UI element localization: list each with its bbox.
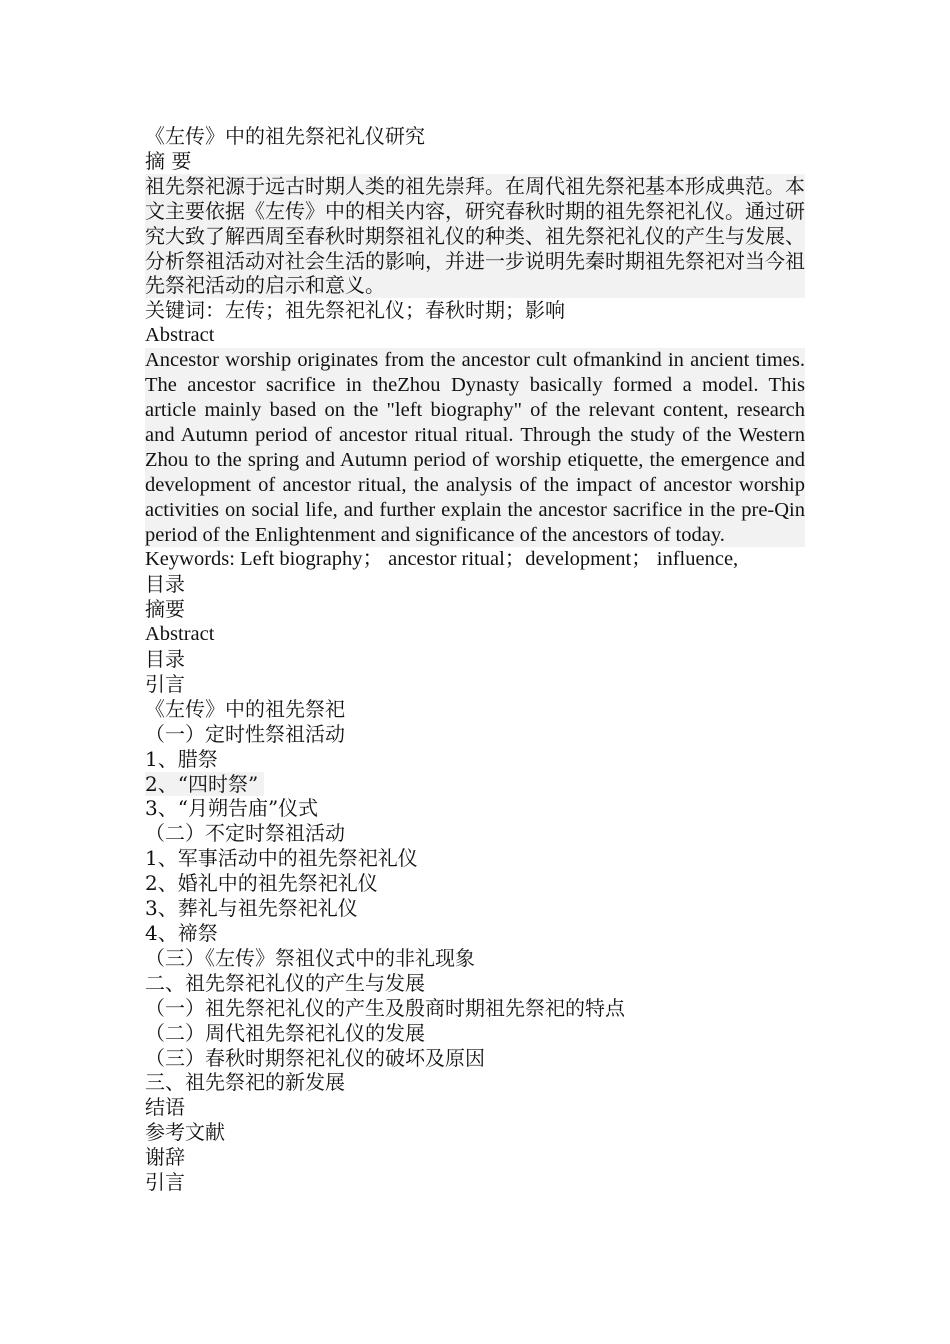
- toc-item: 3、“月朔告庙”仪式: [145, 796, 319, 821]
- toc-item: 《左传》中的祖先祭祀: [145, 696, 345, 721]
- toc-item: Abstract: [145, 623, 215, 646]
- document-title: 《左传》中的祖先祭祀礼仪研究: [145, 124, 425, 148]
- abstract-en-body: Ancestor worship originates from the ancestor cult ofmankind in ancient times. The ancestor sacrifice in theZhou Dynasty basically formed a model. This article mainly based on the "left biography" of the relevant content, research and Autumn period of ancestor ritual ritual. Through the study of the Western Zhou to the spring and Autumn period of worship etiquette, the emergence and development of ancestor ritual, the analysis of the impact of ancestor worship activities on social life, and further explain the ancestor sacrifice in the pre-Qin period of the Enlightenment and significance of the ancestors of today.: [145, 349, 805, 546]
- toc-item: 摘要: [145, 597, 185, 622]
- toc-item: （一）祖先祭祀礼仪的产生及殷商时期祖先祭祀的特点: [145, 995, 625, 1020]
- toc-item: 三、祖先祭祀的新发展: [145, 1070, 345, 1095]
- toc-item: （一）定时性祭祖活动: [145, 721, 345, 746]
- toc-item: （三）春秋时期祭祀礼仪的破坏及原因: [145, 1045, 485, 1070]
- toc-item: 二、祖先祭祀礼仪的产生与发展: [145, 970, 425, 995]
- toc-item: 1、腊祭: [145, 746, 218, 771]
- toc-item: 1、军事活动中的祖先祭祀礼仪: [145, 846, 418, 871]
- toc-item: （三）《左传》祭祖仪式中的非礼现象: [145, 945, 475, 970]
- document-page: [145, 124, 805, 1195]
- toc-item: 引言: [145, 1170, 185, 1195]
- toc-item: 目录: [145, 572, 185, 597]
- abstract-cn-body: 祖先祭祀源于远古时期人类的祖先崇拜。在周代祖先祭祀基本形成典范。本文主要依据《左传》中的相关内容，研究春秋时期的祖先祭祀礼仪。通过研究大致了解西周至春秋时期祭祖礼仪的种类、祖先祭祀礼仪的产生与发展、分析祭祖活动对社会生活的影响，并进一步说明先秦时期祖先祭祀对当今祖先祭祀活动的启示和意义。: [145, 173, 805, 298]
- toc-item-text: 2、“四时祭”: [145, 772, 264, 796]
- toc-item: 4、禘祭: [145, 921, 218, 945]
- toc-item: 2、婚礼中的祖先祭祀礼仪: [145, 871, 378, 896]
- toc-item: （二）周代祖先祭祀礼仪的发展: [145, 1020, 425, 1045]
- abstract-cn-heading: 摘 要: [145, 148, 192, 173]
- toc-item: 引言: [145, 671, 185, 696]
- toc-item: 3、葬礼与祖先祭祀礼仪: [145, 896, 358, 921]
- toc-item: （二）不定时祭祖活动: [145, 821, 345, 846]
- toc-item: 结语: [145, 1095, 185, 1120]
- toc-item: [145, 772, 805, 797]
- toc-item: 谢辞: [145, 1145, 185, 1170]
- toc-item: 目录: [145, 647, 185, 672]
- abstract-en-heading: Abstract: [145, 324, 215, 347]
- keywords-en: Keywords: Left biography； ancestor ritual；development； influence,: [145, 548, 739, 571]
- toc-item: 参考文献: [145, 1120, 225, 1145]
- table-of-contents: [145, 572, 805, 1195]
- keywords-cn: 关键词：左传；祖先祭祀礼仪；春秋时期；影响: [145, 298, 565, 323]
